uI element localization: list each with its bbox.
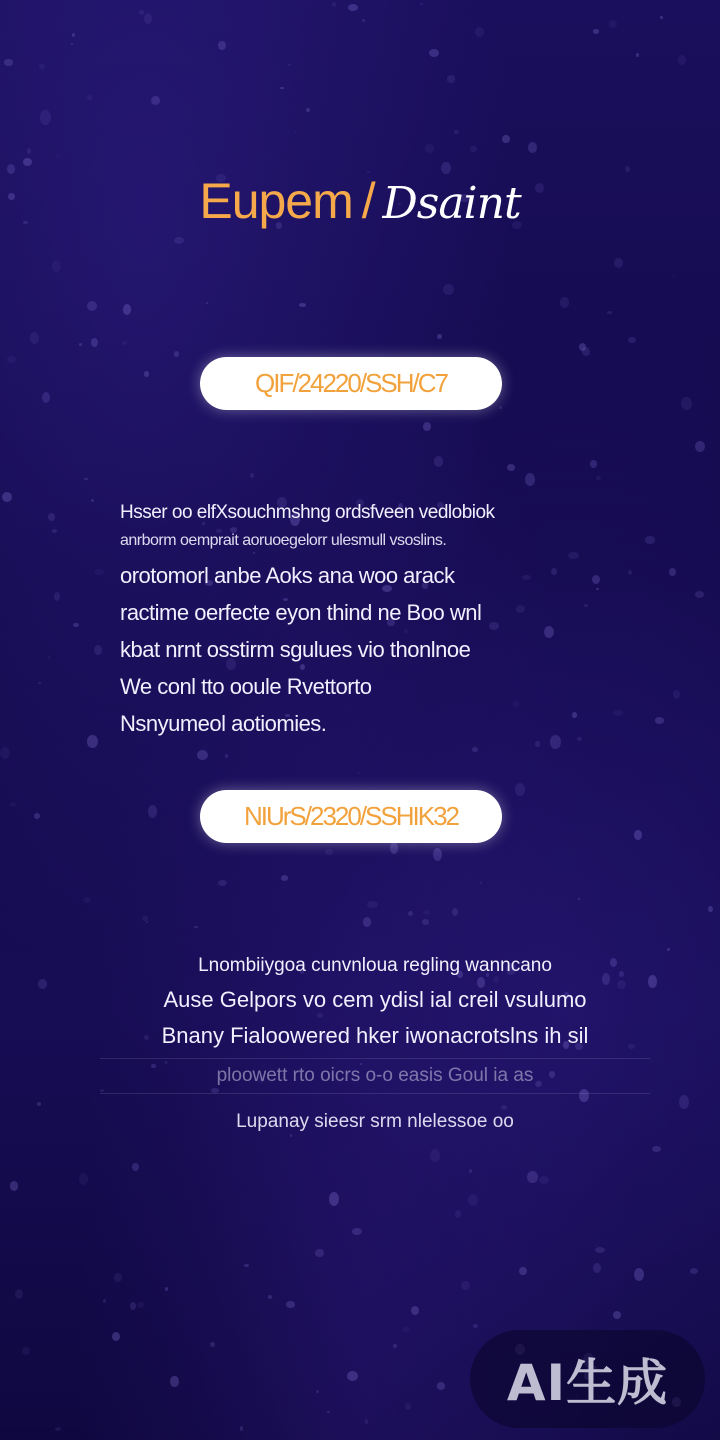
background-particle xyxy=(447,75,455,82)
background-particle xyxy=(636,53,639,57)
background-particle xyxy=(132,1163,139,1171)
background-particle xyxy=(48,656,50,659)
background-particle xyxy=(112,1332,120,1341)
background-particle xyxy=(363,917,372,927)
background-particle xyxy=(250,473,254,478)
background-particle xyxy=(325,849,333,855)
background-particle xyxy=(443,284,453,295)
background-particle xyxy=(681,397,691,411)
title-script: Dsaint xyxy=(374,178,521,229)
background-particle xyxy=(315,1249,323,1258)
background-particle xyxy=(519,1267,527,1276)
background-particle xyxy=(411,1306,419,1315)
background-particle xyxy=(470,146,476,152)
background-particle xyxy=(174,351,179,357)
background-particle xyxy=(329,1192,339,1206)
background-particle xyxy=(669,568,676,576)
background-particle xyxy=(609,20,618,27)
background-particle xyxy=(560,297,569,309)
background-particle xyxy=(525,473,535,486)
background-particle xyxy=(420,3,422,5)
background-particle xyxy=(73,623,78,627)
background-particle xyxy=(38,979,46,989)
background-particle xyxy=(38,682,41,684)
background-particle xyxy=(57,155,59,157)
background-particle xyxy=(634,830,642,839)
background-particle xyxy=(593,1263,601,1273)
background-particle xyxy=(27,148,32,154)
background-particle xyxy=(475,27,483,38)
background-particle xyxy=(367,901,378,909)
primary-button-label: QIF/24220/SSH/C7 xyxy=(255,368,447,398)
background-particle xyxy=(87,301,97,311)
background-particle xyxy=(148,805,158,817)
background-particle xyxy=(454,130,459,134)
background-particle xyxy=(390,842,398,854)
background-particle xyxy=(645,536,655,545)
background-particle xyxy=(595,1245,597,1246)
background-particle xyxy=(281,875,288,881)
background-particle xyxy=(34,813,40,819)
background-particle xyxy=(437,1382,445,1390)
background-particle xyxy=(22,1347,30,1356)
background-particle xyxy=(468,1194,478,1206)
background-particle xyxy=(280,87,284,89)
description-line: Hsser oo elfXsouchmshng ordsfveen vedlobiok xyxy=(120,502,495,523)
background-particle xyxy=(429,49,439,57)
background-particle xyxy=(23,158,31,166)
background-particle xyxy=(592,575,600,585)
background-particle xyxy=(365,1419,369,1423)
background-particle xyxy=(695,591,705,598)
background-particle xyxy=(206,302,208,305)
background-particle xyxy=(39,64,45,69)
footer-line: Lupanay sieesr srm nlelessoe oo xyxy=(236,1111,514,1132)
background-particle xyxy=(142,916,147,921)
background-particle xyxy=(94,569,104,575)
background-particle xyxy=(91,338,98,347)
background-particle xyxy=(55,1427,61,1431)
background-particle xyxy=(613,1311,621,1319)
description-line: Nsnyumeol aotiomies. xyxy=(120,711,327,736)
background-particle xyxy=(87,95,92,100)
background-particle xyxy=(535,741,540,747)
background-particle xyxy=(434,456,444,467)
secondary-button[interactable] xyxy=(200,790,502,843)
background-particle xyxy=(673,690,680,699)
background-particle xyxy=(137,1302,144,1308)
background-particle xyxy=(423,910,430,915)
background-particle xyxy=(79,1173,88,1185)
background-particle xyxy=(139,10,144,14)
background-particle xyxy=(42,392,51,403)
background-particle xyxy=(405,1403,410,1410)
background-particle xyxy=(695,441,705,452)
footer-line: Bnany Fialoowered hker iwonacrotslns ih sil xyxy=(161,1023,589,1048)
background-particle xyxy=(7,356,16,363)
background-particle xyxy=(402,1327,410,1332)
background-particle xyxy=(2,492,12,502)
background-particle xyxy=(210,1342,215,1346)
background-particle xyxy=(52,529,57,533)
secondary-button-label: NIUrS/2320/SSHIK32 xyxy=(243,801,458,831)
background-particle xyxy=(144,371,149,377)
background-particle xyxy=(690,1268,698,1274)
background-particle xyxy=(358,772,360,774)
description-block xyxy=(120,500,590,742)
background-particle xyxy=(502,135,509,142)
background-particle xyxy=(452,908,458,916)
background-particle xyxy=(84,478,87,481)
background-particle xyxy=(103,1299,106,1303)
primary-button[interactable] xyxy=(200,357,502,410)
background-particle xyxy=(294,131,296,132)
background-particle xyxy=(433,848,442,861)
footer-block xyxy=(100,950,650,1138)
background-particle xyxy=(515,783,525,796)
background-particle xyxy=(596,588,599,591)
description-line: orotomorl anbe Aoks ana woo arack xyxy=(120,563,455,588)
background-particle xyxy=(507,464,515,471)
background-particle xyxy=(151,96,160,105)
title-primary: Eupem /‍ xyxy=(199,173,375,229)
background-particle xyxy=(72,33,76,37)
background-particle xyxy=(362,19,365,22)
background-particle xyxy=(10,802,15,807)
background-particle xyxy=(91,499,95,502)
background-particle xyxy=(539,1176,549,1184)
description-line: We conl tto ooule Rvettorto xyxy=(120,674,372,699)
background-particle xyxy=(469,1169,472,1173)
background-particle xyxy=(613,710,623,716)
background-particle xyxy=(165,1287,169,1291)
background-particle xyxy=(240,1426,244,1431)
background-particle xyxy=(347,1371,358,1381)
background-particle xyxy=(83,897,91,903)
background-particle xyxy=(306,108,310,113)
background-particle xyxy=(122,341,127,345)
background-particle xyxy=(123,304,131,315)
background-particle xyxy=(94,645,101,655)
ai-generated-watermark xyxy=(470,1330,705,1428)
background-particle xyxy=(480,882,482,884)
background-particle xyxy=(348,4,358,11)
description-line: ractime oerfecte eyon thind ne Boo wnl xyxy=(120,600,482,625)
background-particle xyxy=(667,948,670,951)
background-particle xyxy=(197,750,208,761)
background-particle xyxy=(499,406,502,409)
background-particle xyxy=(634,1268,644,1281)
background-particle xyxy=(130,1302,137,1310)
background-particle xyxy=(614,258,623,268)
background-particle xyxy=(332,2,336,7)
background-particle xyxy=(15,1289,23,1299)
background-particle xyxy=(527,1171,537,1183)
background-particle xyxy=(578,898,580,900)
background-particle xyxy=(288,64,291,66)
background-particle xyxy=(655,717,664,723)
background-particle xyxy=(244,1264,249,1267)
background-particle xyxy=(316,1390,318,1392)
background-particle xyxy=(54,592,60,601)
background-particle xyxy=(461,1281,469,1290)
background-particle xyxy=(708,906,713,913)
background-particle xyxy=(87,735,97,748)
footer-line: Ause Gelpors vo cem ydisl ial creil vsulumo xyxy=(163,987,587,1012)
background-particle xyxy=(625,166,630,172)
background-particle xyxy=(174,237,184,244)
background-particle xyxy=(268,1295,272,1299)
background-particle xyxy=(225,754,228,758)
description-line: kbat nrnt osstirm sgulues vio thonlnoe xyxy=(120,637,471,662)
background-particle xyxy=(528,142,538,153)
background-particle xyxy=(678,55,687,65)
footer-line: ploowett rto oicrs o-o easis Goul ia as xyxy=(100,1058,650,1094)
footer-line: Lnombiiygoa cunvnloua regling wanncano xyxy=(198,955,552,976)
background-particle xyxy=(37,1102,41,1106)
background-particle xyxy=(71,43,73,45)
background-particle xyxy=(4,59,12,65)
background-particle xyxy=(430,1149,441,1161)
background-particle xyxy=(408,911,413,916)
background-particle xyxy=(40,110,51,124)
background-particle xyxy=(146,921,148,924)
background-particle xyxy=(393,1344,397,1349)
background-particle xyxy=(170,1376,179,1388)
watermark-text: AI生成 xyxy=(506,1354,669,1412)
background-particle xyxy=(286,1301,295,1309)
background-particle xyxy=(673,275,675,277)
background-particle xyxy=(679,1095,689,1109)
background-particle xyxy=(423,422,431,431)
background-particle xyxy=(0,747,10,759)
description-line: anrborm oemprait aoruoegelorr ulesmull vsoslins. xyxy=(120,532,447,549)
background-particle xyxy=(218,880,228,886)
background-particle xyxy=(422,919,429,926)
app-title xyxy=(0,172,720,230)
background-particle xyxy=(425,144,433,154)
background-particle xyxy=(48,513,55,521)
background-particle xyxy=(590,460,597,468)
background-particle xyxy=(593,29,599,33)
background-particle xyxy=(660,16,662,18)
background-particle xyxy=(455,1210,461,1219)
background-particle xyxy=(194,926,198,928)
background-particle xyxy=(582,347,590,356)
background-particle xyxy=(114,1273,122,1282)
background-particle xyxy=(30,332,39,344)
background-particle xyxy=(596,476,601,481)
background-particle xyxy=(299,303,307,308)
background-particle xyxy=(579,343,587,351)
background-particle xyxy=(52,260,61,272)
background-particle xyxy=(652,1146,661,1152)
background-particle xyxy=(352,1228,362,1235)
background-particle xyxy=(472,747,478,751)
background-particle xyxy=(218,41,225,51)
background-particle xyxy=(79,343,81,346)
background-particle xyxy=(327,1411,329,1413)
background-particle xyxy=(628,570,632,575)
background-particle xyxy=(473,1324,478,1329)
background-particle xyxy=(595,1247,605,1253)
background-particle xyxy=(607,311,612,315)
background-particle xyxy=(10,1181,18,1190)
background-particle xyxy=(437,334,442,339)
background-particle xyxy=(628,337,636,343)
background-particle xyxy=(144,13,152,24)
